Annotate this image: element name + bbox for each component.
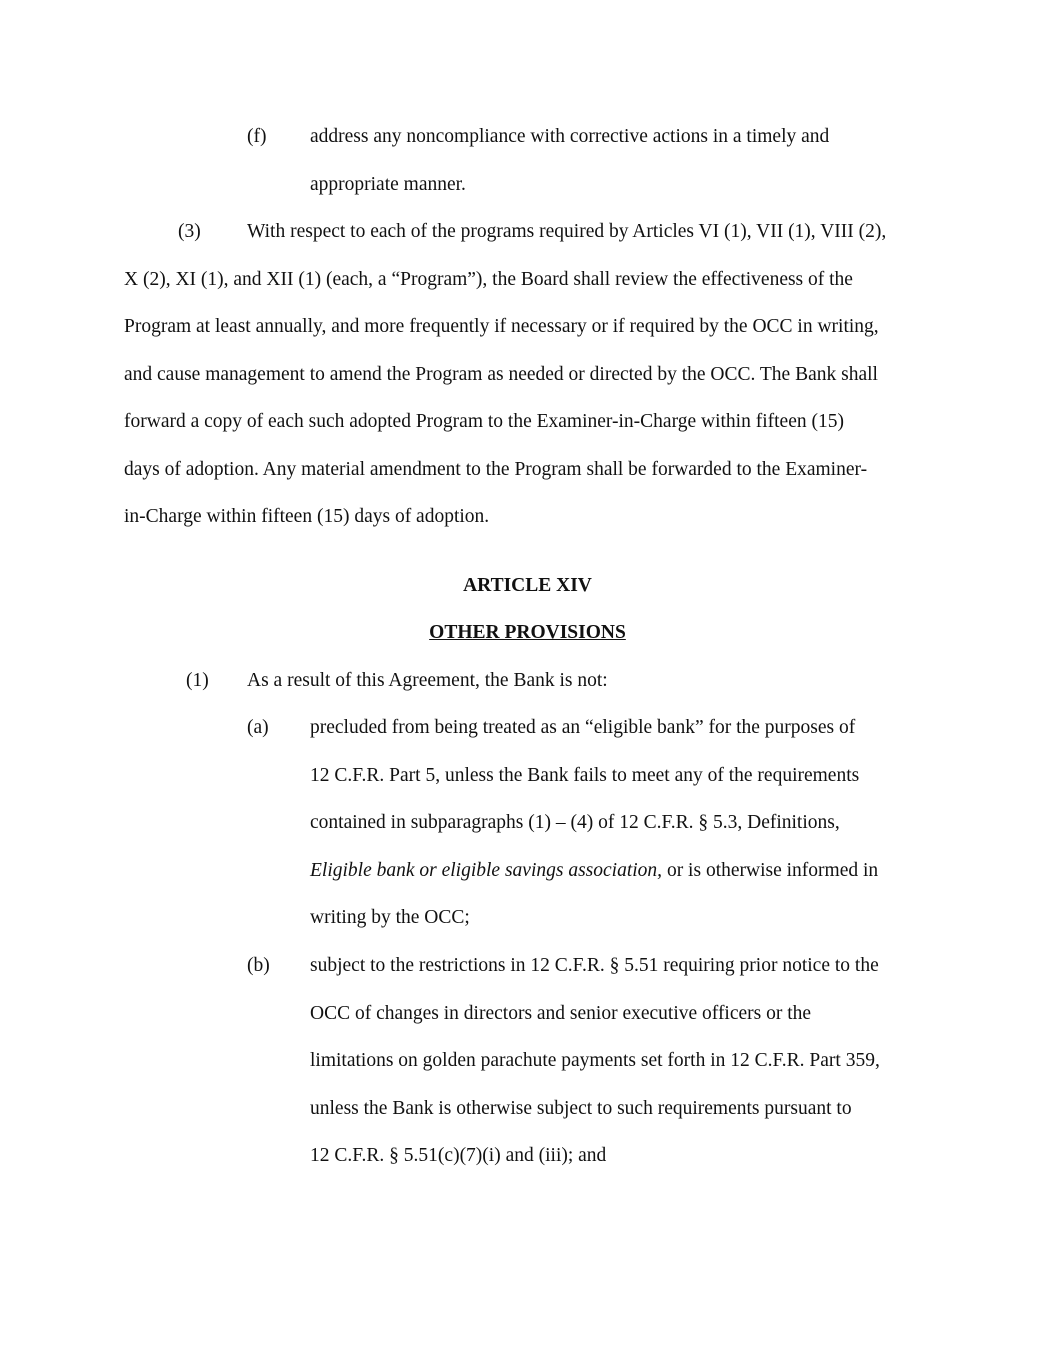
para-3-line-7: in-Charge within fifteen (15) days of adoption. (124, 506, 490, 527)
section-1-marker: (1) (186, 670, 209, 691)
item-a-line-4 (310, 859, 878, 883)
item-f-line-1: address any noncompliance with corrective actions in a timely and (310, 126, 830, 147)
item-a-line-5: writing by the OCC; (310, 907, 470, 928)
para-3-line-1: With respect to each of the programs required by Articles VI (1), VII (1), VIII (2), (247, 221, 887, 242)
item-a-marker: (a) (247, 717, 269, 738)
para-3-line-5: forward a copy of each such adopted Program to the Examiner-in-Charge within fifteen (15) (124, 411, 844, 432)
item-f-line-2: appropriate manner. (310, 174, 466, 195)
item-b-line-3: limitations on golden parachute payments set forth in 12 C.F.R. Part 359, (310, 1050, 880, 1071)
article-title: OTHER PROVISIONS (429, 622, 626, 643)
para-3-line-3: Program at least annually, and more frequently if necessary or if required by the OCC in writing, (124, 316, 879, 337)
item-a-line-2: 12 C.F.R. Part 5, unless the Bank fails to meet any of the requirements (310, 765, 860, 786)
item-b-line-4: unless the Bank is otherwise subject to such requirements pursuant to (310, 1098, 852, 1119)
section-1-text: As a result of this Agreement, the Bank is not: (247, 670, 608, 691)
item-f-marker: (f) (247, 126, 267, 147)
para-3-line-2: X (2), XI (1), and XII (1) (each, a “Program”), the Board shall review the effectiveness of the (124, 269, 853, 290)
item-a-line-4-rest: or is otherwise informed in (662, 860, 879, 881)
para-3-line-4: and cause management to amend the Program as needed or directed by the OCC. The Bank shall (124, 364, 878, 385)
para-3-line-6: days of adoption. Any material amendment to the Program shall be forwarded to the Examiner- (124, 459, 868, 480)
item-a-italic-term: Eligible bank or eligible savings association, (310, 860, 663, 881)
item-b-line-2: OCC of changes in directors and senior executive officers or the (310, 1003, 812, 1024)
item-a-line-3: contained in subparagraphs (1) – (4) of 12 C.F.R. § 5.3, Definitions, (310, 812, 840, 833)
item-b-marker: (b) (247, 955, 270, 976)
para-3-marker: (3) (178, 221, 201, 242)
item-b-line-1: subject to the restrictions in 12 C.F.R. § 5.51 requiring prior notice to the (310, 955, 879, 976)
item-a-line-1: precluded from being treated as an “eligible bank” for the purposes of (310, 717, 856, 738)
article-number: ARTICLE XIV (463, 575, 592, 596)
item-b-line-5: 12 C.F.R. § 5.51(c)(7)(i) and (iii); and (310, 1145, 607, 1166)
